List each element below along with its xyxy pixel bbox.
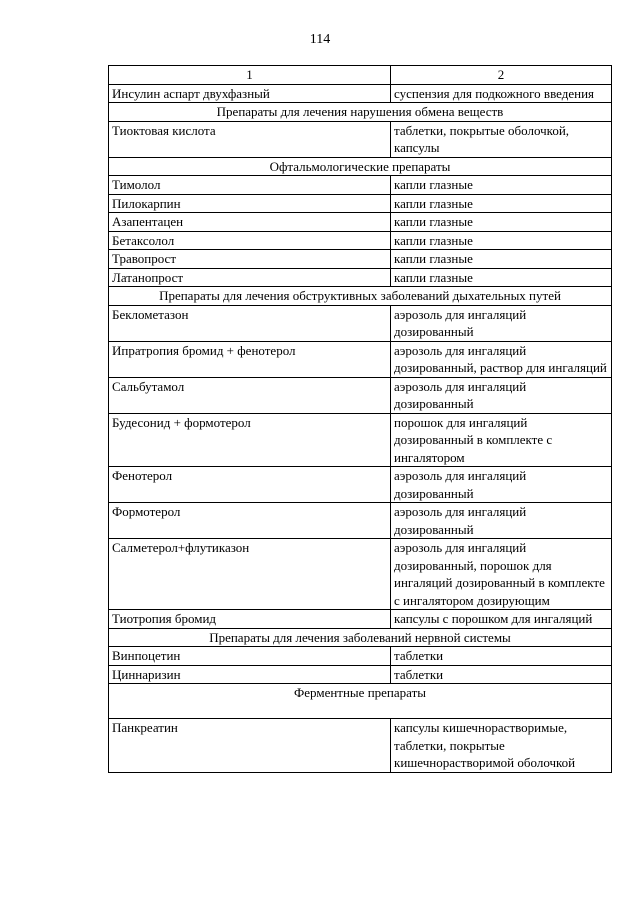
drug-table (108, 65, 612, 773)
drug-name: Панкреатин (109, 719, 391, 773)
drug-name: Винпоцетин (109, 647, 391, 666)
table-row (109, 231, 612, 250)
drug-name: Бетаксолол (109, 231, 391, 250)
dosage-form: капсулы кишечнорастворимые, таблетки, покрытые кишечнорастворимой оболочкой (391, 719, 612, 773)
dosage-form: капли глазные (391, 250, 612, 269)
dosage-form: капли глазные (391, 194, 612, 213)
table-row (109, 121, 612, 157)
table-row (109, 268, 612, 287)
table-row (109, 665, 612, 684)
dosage-form: аэрозоль для ингаляций дозированный (391, 467, 612, 503)
dosage-form: капли глазные (391, 176, 612, 195)
dosage-form: аэрозоль для ингаляций дозированный (391, 377, 612, 413)
drug-name: Ипратропия бромид + фенотерол (109, 341, 391, 377)
dosage-form: капли глазные (391, 268, 612, 287)
drug-name: Латанопрост (109, 268, 391, 287)
drug-name: Инсулин аспарт двухфазный (109, 84, 391, 103)
page-number: 114 (309, 32, 331, 47)
dosage-form: таблетки (391, 665, 612, 684)
table-row (109, 84, 612, 103)
drug-name: Пилокарпин (109, 194, 391, 213)
table-row (109, 341, 612, 377)
section-row (109, 628, 612, 647)
dosage-form: аэрозоль для ингаляций дозированный, порошок для ингаляций дозированный в комплекте с ингалятором дозирующим (391, 539, 612, 610)
table-row (109, 467, 612, 503)
dosage-form: аэрозоль для ингаляций дозированный (391, 305, 612, 341)
dosage-form: капли глазные (391, 213, 612, 232)
section-row (109, 287, 612, 306)
section-title: Ферментные препараты (109, 684, 612, 719)
table-row (109, 503, 612, 539)
table-row (109, 194, 612, 213)
table-row (109, 176, 612, 195)
column-header-1: 1 (109, 66, 391, 85)
dosage-form: капли глазные (391, 231, 612, 250)
drug-name: Формотерол (109, 503, 391, 539)
section-title: Офтальмологические препараты (109, 157, 612, 176)
section-title: Препараты для лечения нарушения обмена веществ (109, 103, 612, 122)
section-row (109, 157, 612, 176)
dosage-form: аэрозоль для ингаляций дозированный (391, 503, 612, 539)
table-row (109, 213, 612, 232)
section-title: Препараты для лечения обструктивных заболеваний дыхательных путей (109, 287, 612, 306)
drug-name: Тиотропия бромид (109, 610, 391, 629)
dosage-form: суспензия для подкожного введения (391, 84, 612, 103)
table-row (109, 539, 612, 610)
column-header-2: 2 (391, 66, 612, 85)
drug-name: Азапентацен (109, 213, 391, 232)
table-row (109, 413, 612, 467)
table-row (109, 610, 612, 629)
drug-name: Беклометазон (109, 305, 391, 341)
table-header-row (109, 66, 612, 85)
section-row (109, 684, 612, 719)
dosage-form: порошок для ингаляций дозированный в комплекте с ингалятором (391, 413, 612, 467)
drug-name: Будесонид + формотерол (109, 413, 391, 467)
drug-name: Циннаризин (109, 665, 391, 684)
drug-name: Салметерол+флутиказон (109, 539, 391, 610)
table-row (109, 305, 612, 341)
table-row (109, 377, 612, 413)
drug-name: Фенотерол (109, 467, 391, 503)
section-title: Препараты для лечения заболеваний нервной системы (109, 628, 612, 647)
drug-name: Тимолол (109, 176, 391, 195)
drug-name: Тиоктовая кислота (109, 121, 391, 157)
dosage-form: капсулы с порошком для ингаляций (391, 610, 612, 629)
table-row (109, 250, 612, 269)
drug-name: Травопрост (109, 250, 391, 269)
section-row (109, 103, 612, 122)
dosage-form: аэрозоль для ингаляций дозированный, раствор для ингаляций (391, 341, 612, 377)
drug-name: Сальбутамол (109, 377, 391, 413)
table-row (109, 647, 612, 666)
dosage-form: таблетки (391, 647, 612, 666)
table-row (109, 719, 612, 773)
dosage-form: таблетки, покрытые оболочкой, капсулы (391, 121, 612, 157)
